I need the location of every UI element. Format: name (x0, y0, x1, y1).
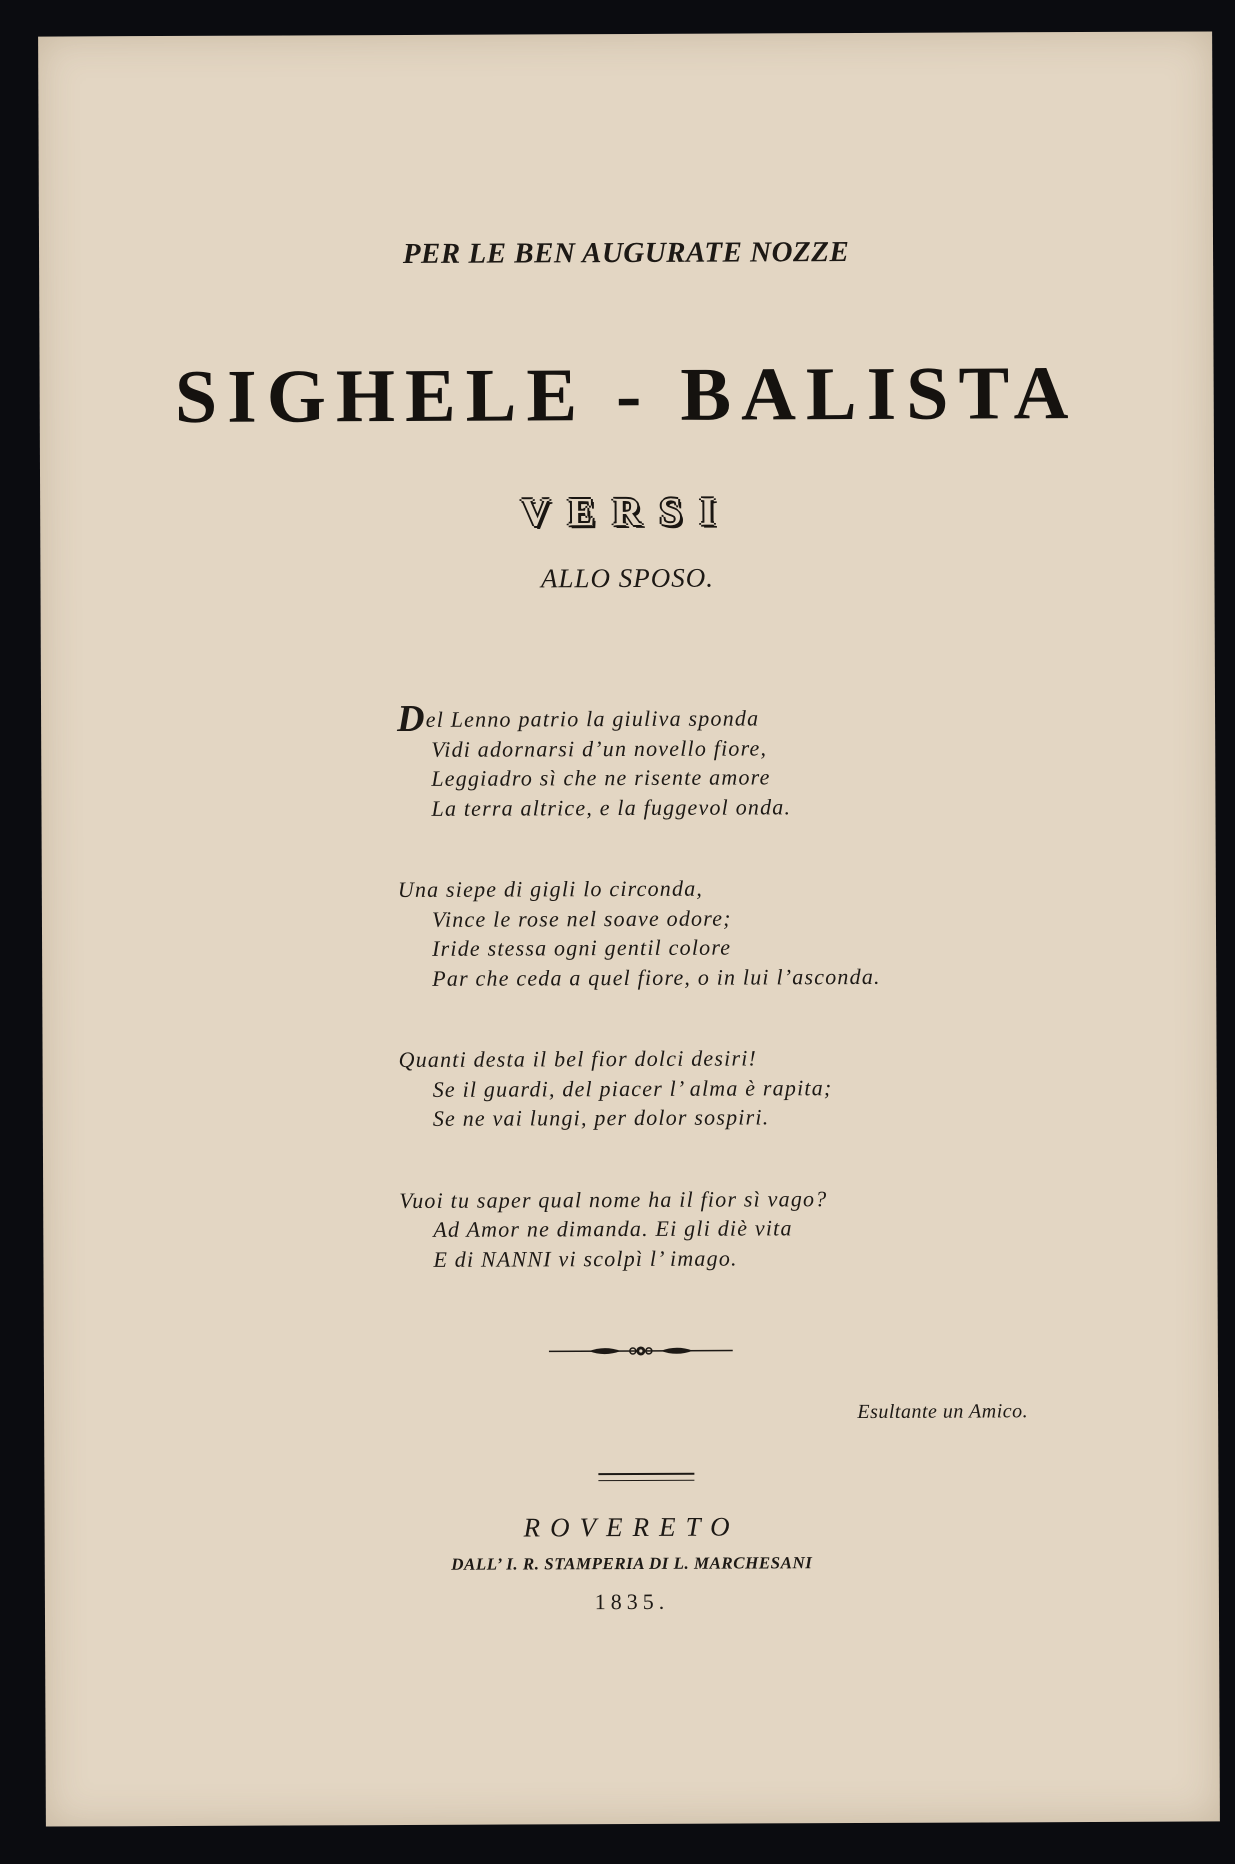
poem-line: Vuoi tu saper qual nome ha il fior sì vago? (399, 1185, 828, 1213)
drop-cap: D (396, 697, 426, 741)
poem-line-text: el Lenno patrio la giuliva sponda (425, 705, 760, 732)
stanza-1 (396, 697, 998, 823)
poem-line: Vidi adornarsi d’un novello fiore, (431, 734, 768, 762)
poem-line: Se il guardi, del piacer l’ alma è rapita; (432, 1074, 833, 1102)
page-title: SIGHELE - BALISTA (174, 351, 1079, 439)
poem-line: La terra altrice, e la fuggevol onda. (431, 793, 792, 821)
stanza-3 (399, 1042, 999, 1133)
poem-line: Una siepe di gigli lo circonda, (397, 875, 704, 903)
poem-line: Par che ceda a quel fiore, o in lui l’asconda. (432, 963, 881, 991)
poem-line: Se ne vai lungi, per dolor sospiri. (432, 1104, 770, 1131)
double-rule-divider (598, 1473, 694, 1481)
poem-line: E di NANNI vi scolpì l’ imago. (433, 1245, 738, 1272)
document-page (38, 31, 1220, 1826)
imprint-year: 1835. (594, 1588, 670, 1615)
poem-line: Ad Amor ne dimanda. Ei gli diè vita (433, 1215, 793, 1242)
poem-line: Vince le rose nel soave odore; (431, 905, 732, 932)
dedication: ALLO SPOSO. (540, 562, 715, 594)
poem-line: Iride stessa ogni gentil colore (432, 934, 732, 961)
poem (396, 697, 1000, 1326)
stanza-2 (398, 872, 999, 993)
subtitle-versi: VERSI (520, 488, 734, 535)
stanza-4 (399, 1183, 999, 1274)
poem-line-first (396, 697, 997, 741)
imprint-printer: DALL’ I. R. STAMPERIA DI L. MARCHESANI (451, 1553, 813, 1574)
poem-line: Leggiadro sì che ne risente amore (431, 764, 771, 791)
poem-line: Quanti desta il bel fior dolci desiri! (398, 1045, 758, 1073)
signature: Esultante un Amico. (857, 1400, 1029, 1424)
heading-kicker: PER LE BEN AUGURATE NOZZE (402, 236, 850, 270)
ornament-divider-icon (549, 1344, 733, 1359)
imprint-city: ROVERETO (523, 1511, 740, 1543)
